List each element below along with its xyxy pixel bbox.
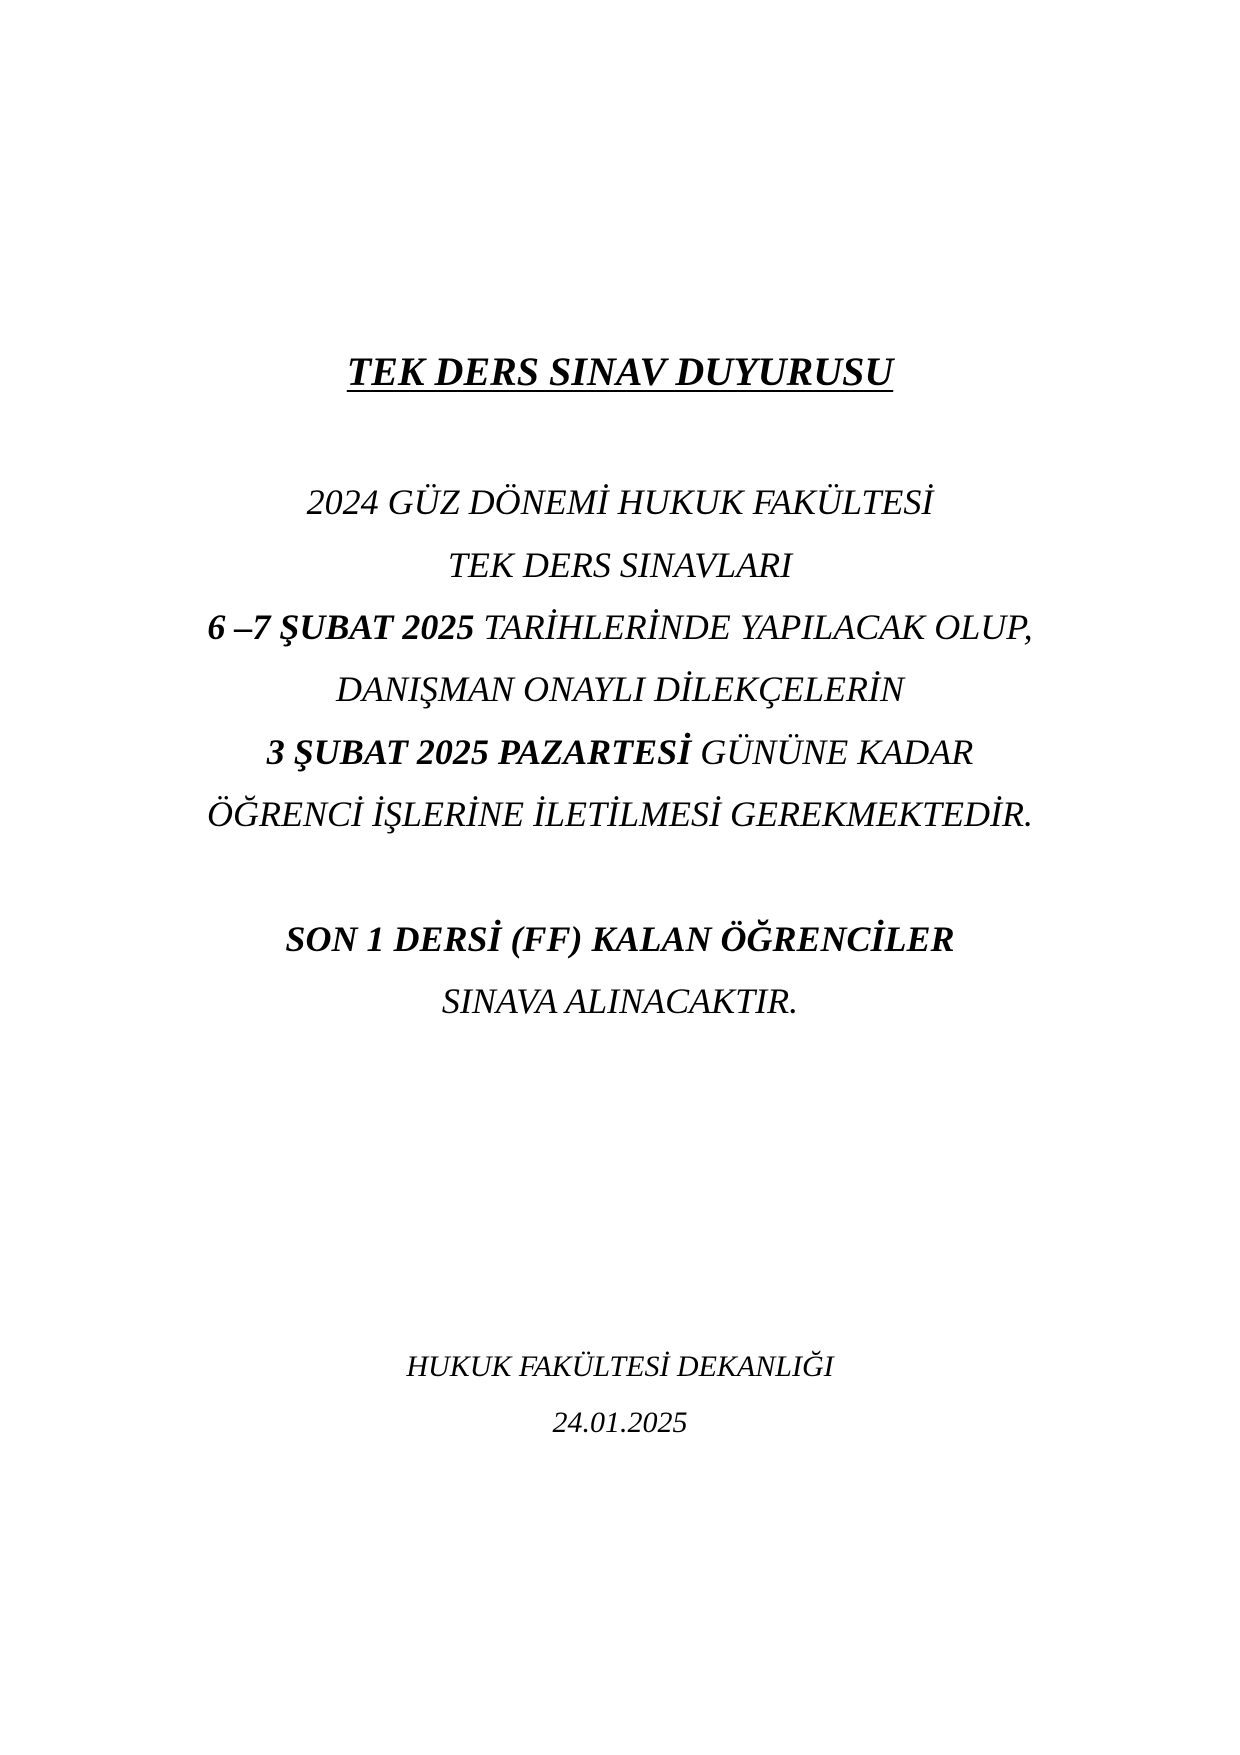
deadline-highlight: 3 ŞUBAT 2025 PAZARTESİ	[266, 732, 692, 772]
announcement-line-submission: ÖĞRENCİ İŞLERİNE İLETİLMESİ GEREKMEKTEDİR.	[207, 794, 1033, 834]
announcement-title: TEK DERS SINAV DUYURUSU	[346, 349, 894, 394]
signature-date: 24.01.2025	[552, 1406, 688, 1439]
announcement-line-petitions: DANIŞMAN ONAYLI DİLEKÇELERİN	[335, 669, 905, 709]
announcement-line-exams: TEK DERS SINAVLARI	[447, 545, 793, 585]
signature-office: HUKUK FAKÜLTESİ DEKANLIĞI	[406, 1350, 834, 1383]
deadline-text: GÜNÜNE KADAR	[691, 732, 974, 772]
exam-dates-text: TARİHLERİNDE YAPILACAK OLUP,	[474, 607, 1033, 647]
announcement-line-semester: 2024 GÜZ DÖNEMİ HUKUK FAKÜLTESİ	[306, 482, 934, 522]
announcement-line-admission: SINAVA ALINACAKTIR.	[441, 981, 799, 1021]
announcement-line-eligibility: SON 1 DERSİ (FF) KALAN ÖĞRENCİLER	[285, 919, 955, 959]
announcement-line-exam-dates	[0, 609, 1240, 645]
announcement-line-deadline	[0, 734, 1240, 770]
exam-dates-highlight: 6 –7 ŞUBAT 2025	[207, 607, 475, 647]
